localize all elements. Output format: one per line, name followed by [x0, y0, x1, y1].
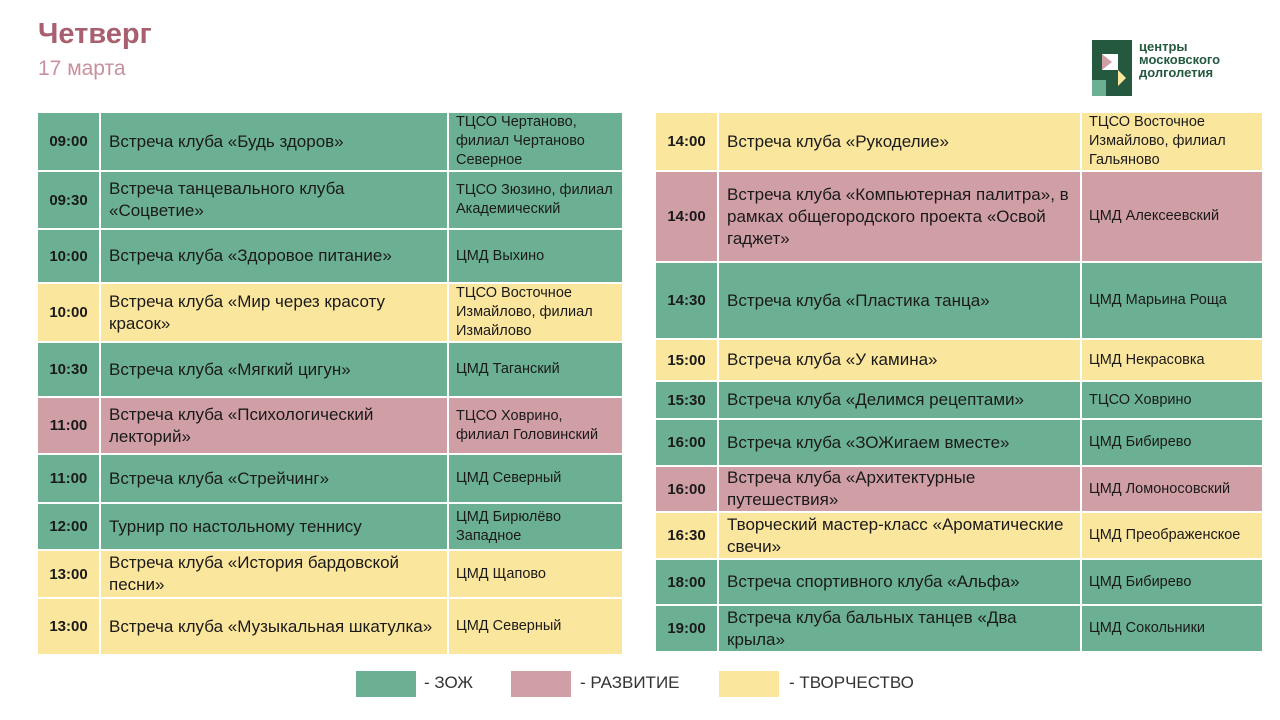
event-cell: Встреча клуба «Пластика танца»: [718, 262, 1081, 339]
page-date: 17 марта: [38, 57, 126, 80]
event-cell: Встреча клуба «У камина»: [718, 339, 1081, 381]
place-cell: ЦМД Преображенское: [1081, 512, 1263, 559]
place-cell: ТЦСО Ховрино: [1081, 381, 1263, 419]
event-cell: Встреча клуба «Мир через красоту красок»: [100, 283, 448, 342]
schedule-row: [655, 171, 1263, 262]
schedule-row: [37, 229, 623, 283]
place-cell: ЦМД Таганский: [448, 342, 623, 397]
legend-label-zozh: - ЗОЖ: [424, 673, 474, 692]
page-title: Четверг: [38, 18, 152, 50]
time-cell: 15:00: [655, 339, 718, 381]
event-cell: Встреча клуба «Психологический лекторий»: [100, 397, 448, 454]
legend-label-tvorchestvo: - ТВОРЧЕСТВО: [789, 673, 914, 692]
event-cell: Встреча клуба «Музыкальная шкатулка»: [100, 598, 448, 655]
event-cell: Встреча клуба «Архитектурные путешествия»: [718, 466, 1081, 512]
event-cell: Турнир по настольному теннису: [100, 503, 448, 550]
time-cell: 10:00: [37, 229, 100, 283]
time-cell: 11:00: [37, 454, 100, 503]
place-cell: ТЦСО Восточное Измайлово, филиал Гальяново: [1081, 112, 1263, 171]
event-cell: Встреча клуба «Мягкий цигун»: [100, 342, 448, 397]
event-cell: Творческий мастер-класс «Ароматические свечи»: [718, 512, 1081, 559]
event-cell: Встреча клуба «Компьютерная палитра», в рамках общегородского проекта «Освой гаджет»: [718, 171, 1081, 262]
schedule-row: [37, 598, 623, 655]
time-cell: 12:00: [37, 503, 100, 550]
place-cell: ЦМД Северный: [448, 598, 623, 655]
time-cell: 16:30: [655, 512, 718, 559]
event-cell: Встреча клуба «Рукоделие»: [718, 112, 1081, 171]
time-cell: 09:00: [37, 112, 100, 171]
event-cell: Встреча клуба бальных танцев «Два крыла»: [718, 605, 1081, 652]
place-cell: ЦМД Алексеевский: [1081, 171, 1263, 262]
schedule-row: [37, 283, 623, 342]
schedule-table-left: [36, 111, 624, 656]
schedule-row: [37, 112, 623, 171]
schedule-row: [655, 112, 1263, 171]
time-cell: 19:00: [655, 605, 718, 652]
place-cell: ТЦСО Зюзино, филиал Академический: [448, 171, 623, 229]
schedule-table-right: [654, 111, 1264, 653]
place-cell: ТЦСО Чертаново, филиал Чертаново Северное: [448, 112, 623, 171]
place-cell: ЦМД Бибирево: [1081, 559, 1263, 605]
time-cell: 16:00: [655, 466, 718, 512]
event-cell: Встреча клуба «История бардовской песни»: [100, 550, 448, 598]
legend: [0, 671, 1280, 697]
schedule-row: [655, 339, 1263, 381]
legend-label-razvitie: - РАЗВИТИЕ: [580, 673, 680, 692]
schedule-row: [37, 550, 623, 598]
legend-swatch-tvorchestvo: [719, 671, 779, 697]
time-cell: 13:00: [37, 550, 100, 598]
schedule-row: [37, 171, 623, 229]
schedule-row: [655, 262, 1263, 339]
place-cell: ЦМД Северный: [448, 454, 623, 503]
event-cell: Встреча клуба «Будь здоров»: [100, 112, 448, 171]
place-cell: ЦМД Ломоносовский: [1081, 466, 1263, 512]
place-cell: ЦМД Марьина Роща: [1081, 262, 1263, 339]
event-cell: Встреча спортивного клуба «Альфа»: [718, 559, 1081, 605]
schedule-row: [37, 342, 623, 397]
place-cell: ЦМД Сокольники: [1081, 605, 1263, 652]
time-cell: 14:00: [655, 112, 718, 171]
schedule-row: [655, 512, 1263, 559]
place-cell: ЦМД Выхино: [448, 229, 623, 283]
logo: [1092, 40, 1252, 98]
time-cell: 13:00: [37, 598, 100, 655]
place-cell: ЦМД Бирюлёво Западное: [448, 503, 623, 550]
place-cell: ЦМД Некрасовка: [1081, 339, 1263, 381]
event-cell: Встреча танцевального клуба «Соцветие»: [100, 171, 448, 229]
time-cell: 09:30: [37, 171, 100, 229]
time-cell: 16:00: [655, 419, 718, 466]
time-cell: 11:00: [37, 397, 100, 454]
place-cell: ЦМД Щапово: [448, 550, 623, 598]
time-cell: 14:00: [655, 171, 718, 262]
time-cell: 10:30: [37, 342, 100, 397]
place-cell: ТЦСО Ховрино, филиал Головинский: [448, 397, 623, 454]
schedule-row: [37, 397, 623, 454]
schedule-row: [655, 381, 1263, 419]
legend-swatch-razvitie: [511, 671, 571, 697]
place-cell: ЦМД Бибирево: [1081, 419, 1263, 466]
event-cell: Встреча клуба «Стрейчинг»: [100, 454, 448, 503]
legend-swatch-zozh: [356, 671, 416, 697]
logo-text: центры московского долголетия: [1139, 39, 1221, 80]
time-cell: 18:00: [655, 559, 718, 605]
time-cell: 14:30: [655, 262, 718, 339]
time-cell: 10:00: [37, 283, 100, 342]
schedule-row: [655, 419, 1263, 466]
event-cell: Встреча клуба «ЗОЖигаем вместе»: [718, 419, 1081, 466]
schedule-row: [655, 466, 1263, 512]
event-cell: Встреча клуба «Здоровое питание»: [100, 229, 448, 283]
time-cell: 15:30: [655, 381, 718, 419]
event-cell: Встреча клуба «Делимся рецептами»: [718, 381, 1081, 419]
schedule-row: [655, 559, 1263, 605]
schedule-row: [37, 503, 623, 550]
schedule-row: [37, 454, 623, 503]
place-cell: ТЦСО Восточное Измайлово, филиал Измайлово: [448, 283, 623, 342]
logo-icon: [1092, 40, 1132, 96]
schedule-row: [655, 605, 1263, 652]
